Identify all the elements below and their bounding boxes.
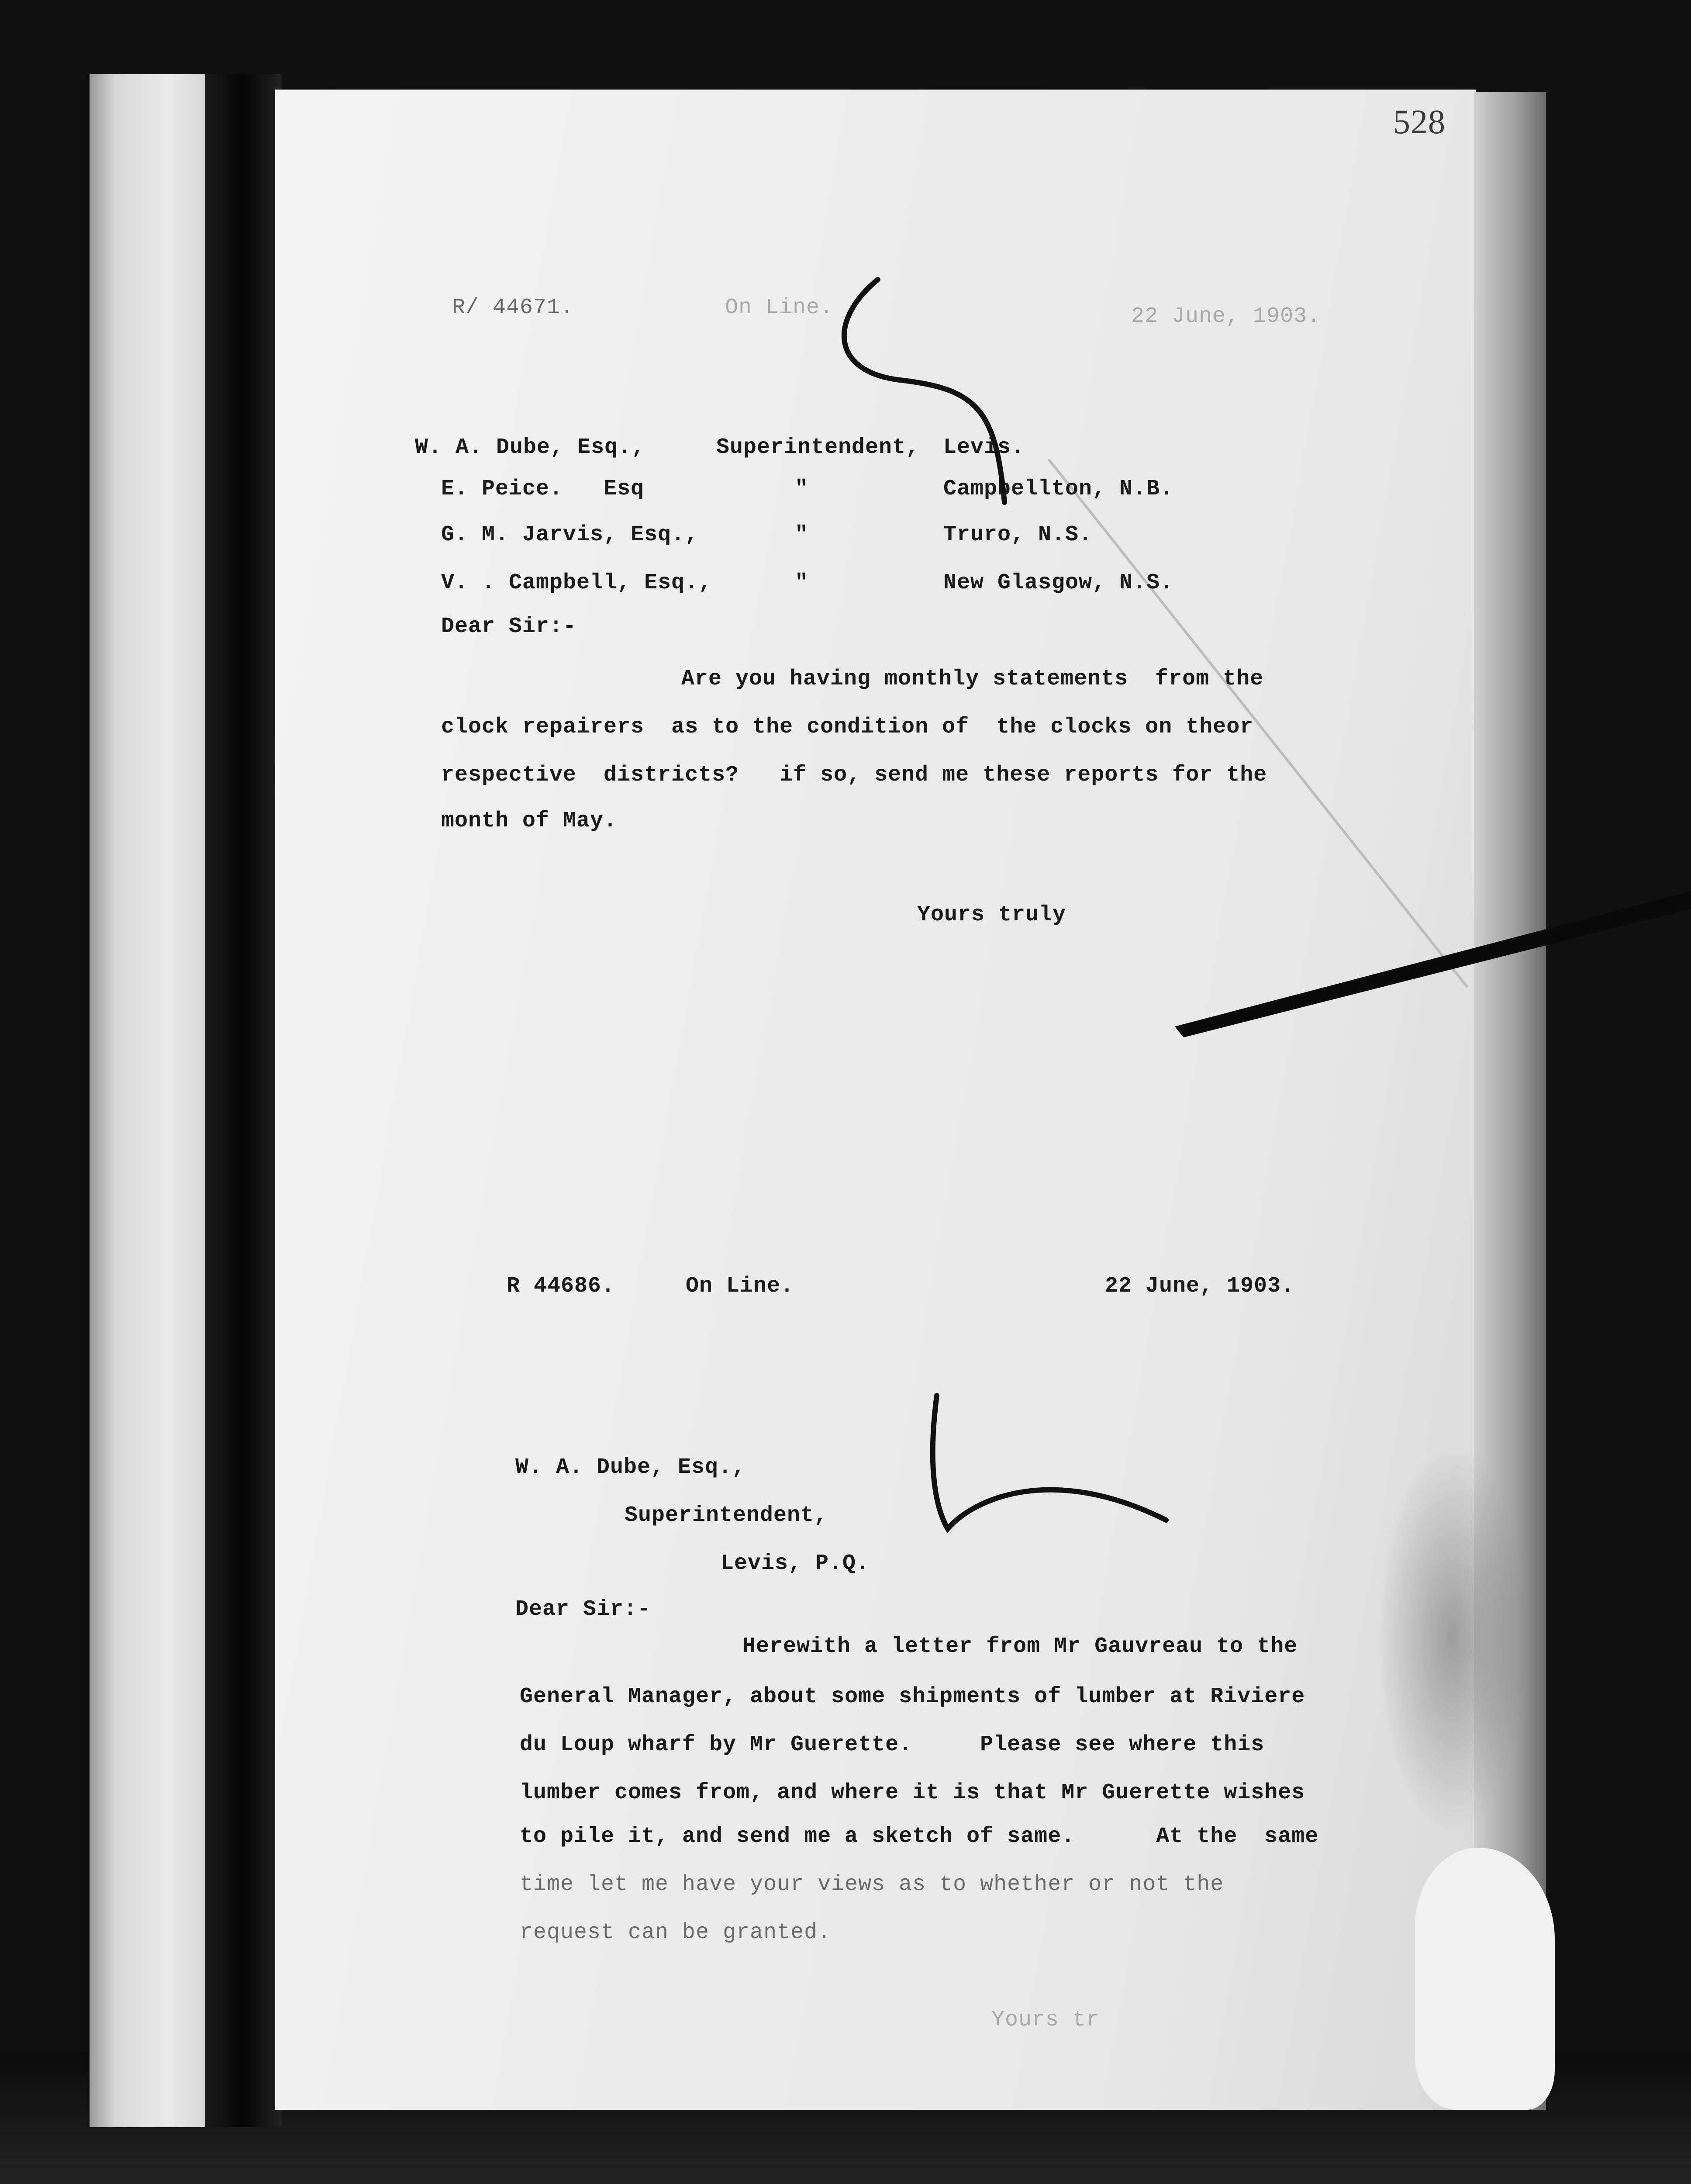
- letter1-reference: R/ 44671.: [452, 295, 574, 320]
- letter1-recipient-place: Campbellton, N.B.: [943, 477, 1174, 501]
- letter1-recipient-role: Superintendent,: [716, 435, 920, 460]
- letter2-date: 22 June, 1903.: [1105, 1274, 1295, 1299]
- letter1-recipient-place: Truro, N.S.: [943, 522, 1093, 547]
- letter1-subject: On Line.: [725, 295, 834, 320]
- letter1-recipient-name: G. M. Jarvis, Esq.,: [441, 522, 699, 547]
- letter1-recipient-name: W. A. Dube, Esq.,: [415, 435, 645, 460]
- letter2-body-line: to pile it, and send me a sketch of same. At the same: [520, 1824, 1319, 1849]
- letter1-body-line: Are you having monthly statements from the: [681, 667, 1264, 691]
- letter1-recipient-role: ": [795, 477, 809, 501]
- letter1-closing: Yours truly: [917, 902, 1066, 927]
- letter2-addressee-line: Levis, P.Q.: [721, 1551, 870, 1576]
- letter1-recipient-place: Levis.: [943, 435, 1025, 460]
- letter1-recipient-name: E. Peice. Esq: [441, 477, 645, 501]
- letter1-body-line: month of May.: [441, 809, 618, 833]
- letter1-date: 22 June, 1903.: [1131, 304, 1321, 329]
- letter2-reference: R 44686.: [507, 1274, 615, 1299]
- letter2-addressee-line: W. A. Dube, Esq.,: [515, 1455, 746, 1480]
- letter1-recipient-role: ": [795, 522, 809, 547]
- letter2-body-line: Herewith a letter from Mr Gauvreau to the: [742, 1634, 1298, 1659]
- pointer-rod: [1170, 882, 1691, 1040]
- left-page-strip: [90, 74, 221, 2127]
- handwritten-mark: [921, 1385, 1184, 1551]
- letter2-body-line: General Manager, about some shipments of lumber at Riviere: [520, 1684, 1305, 1709]
- letter2-body-line: request can be granted.: [520, 1920, 832, 1945]
- letter2-addressee-line: Superintendent,: [625, 1503, 828, 1528]
- letter1-body-line: respective districts? if so, send me these reports for the: [441, 763, 1267, 788]
- letter2-body-line: du Loup wharf by Mr Guerette. Please see where this: [520, 1732, 1265, 1757]
- letter1-salutation: Dear Sir:-: [441, 614, 577, 639]
- page-smudge: [1376, 1441, 1529, 1835]
- letter1-body-line: clock repairers as to the condition of the clocks on theor: [441, 715, 1254, 740]
- torn-corner: [1415, 1848, 1555, 2110]
- letter2-body-line: time let me have your views as to whether or not the: [520, 1872, 1224, 1897]
- handwritten-mark: [812, 266, 1074, 511]
- letter2-salutation: Dear Sir:-: [515, 1597, 651, 1622]
- binding-spine: [205, 74, 282, 2127]
- page-number: 528: [1393, 103, 1446, 141]
- letter2-closing: Yours tr: [991, 2008, 1100, 2032]
- letter1-recipient-name: V. . Campbell, Esq.,: [441, 570, 712, 595]
- letter2-body-line: lumber comes from, and where it is that Mr Guerette wishes: [520, 1780, 1305, 1805]
- letter2-subject: On Line.: [686, 1274, 794, 1299]
- letter1-recipient-role: ": [795, 570, 809, 595]
- letter1-recipient-place: New Glasgow, N.S.: [943, 570, 1174, 595]
